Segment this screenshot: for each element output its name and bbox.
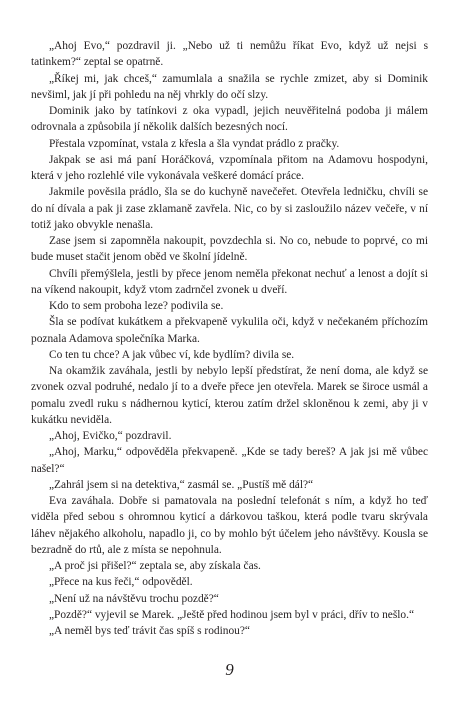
- paragraph: „Není už na návštěvu trochu pozdě?“: [49, 592, 219, 605]
- paragraph: Chvíli přemýšlela, jestli by přece jenom neměla překonat nechuť a lenost a dojít si na víkend nakoupit, když vtom zadrnčel zvonek u dveří.: [31, 267, 428, 296]
- paragraph: „Zahrál jsem si na detektiva,“ zasmál se. „Pustíš mě dál?“: [49, 478, 314, 491]
- paragraph: Šla se podívat kukátkem a překvapeně vykulila oči, když v nečekaném příchozím poznala Adamova společníka Marka.: [31, 316, 428, 345]
- body-text: [31, 38, 428, 639]
- paragraph: Dominik jako by tatínkovi z oka vypadl, jejich neuvěřitelná podoba ji málem odrovnala a způsobila jí několik dalších bezesných nocí.: [31, 105, 428, 134]
- paragraph: Na okamžik zaváhala, jestli by nebylo lepší předstírat, že není doma, ale když se zvonek ozval podruhé, nedalo jí to a dveře přece jen otevřela. Marek se široce usmál a pomalu zvedl ruku s nádhernou kyticí, kterou zatím držel skloněnou k zemi, aby ji v kukátku neviděla.: [31, 365, 428, 426]
- paragraph: Co ten tu chce? A jak vůbec ví, kde bydlím? divila se.: [49, 348, 295, 361]
- page-body: [31, 38, 428, 639]
- paragraph: „Ahoj, Evičko,“ pozdravil.: [49, 430, 172, 442]
- paragraph: „Pozdě?“ vyjevil se Marek. „Ještě před hodinou jsem byl v práci, dřív to nešlo.“: [49, 608, 415, 621]
- paragraph: „Přece na kus řeči,“ odpověděl.: [49, 576, 193, 589]
- paragraph: „Ahoj, Marku,“ odpověděla překvapeně. „Kde se tady bereš? A jak jsi mě vůbec našel?“: [31, 446, 428, 475]
- paragraph: Jakmile pověsila prádlo, šla se do kuchyně navečeřet. Otevřela ledničku, chvíli se do ní dívala a pak ji zase zklamaně zavřela. Nic, co by si zasloužilo název večeře, v ní totiž jako obvykle nenašla.: [31, 186, 428, 231]
- paragraph: „Říkej mi, jak chceš,“ zamumlala a snažila se rychle zmizet, aby si Dominik nevšiml, jak jí při pohledu na něj vhrkly do očí slzy.: [31, 72, 428, 101]
- paragraph: „A proč jsi přišel?“ zeptala se, aby získala čas.: [49, 560, 261, 572]
- paragraph: „A neměl bys teď trávit čas spíš s rodinou?“: [49, 625, 250, 637]
- paragraph: Kdo to sem proboha leze? podivila se.: [49, 300, 224, 312]
- paragraph: Zase jsem si zapomněla nakoupit, povzdechla si. No co, nebude to poprvé, co mi bude muset stačit jenom oběd ve školní jídelně.: [31, 235, 428, 264]
- paragraph: „Ahoj Evo,“ pozdravil ji. „Nebo už ti nemůžu říkat Evo, když už nejsi s tatinkem?“ zeptal se opatrně.: [31, 40, 428, 69]
- paragraph: Přestala vzpomínat, vstala z křesla a šla vyndat prádlo z pračky.: [49, 137, 340, 150]
- page-number: 9: [225, 660, 234, 679]
- paragraph: Jakpak se asi má paní Horáčková, vzpomínala přitom na Adamovu hospodyni, která v jeho rozlehlé vile vykonávala veškeré domácí práce.: [31, 153, 428, 182]
- paragraph: Eva zaváhala. Dobře si pamatovala na poslední telefonát s ním, a když ho teď viděla před sebou s ohromnou kyticí a dárkovou taškou, která podle tvaru skrývala láhev nějakého alkoholu, napadlo ji, co by mohlo být účelem jeho návštěvy. Kousla se bezradně do rtů, ale z místa se nepohnula.: [31, 495, 428, 556]
